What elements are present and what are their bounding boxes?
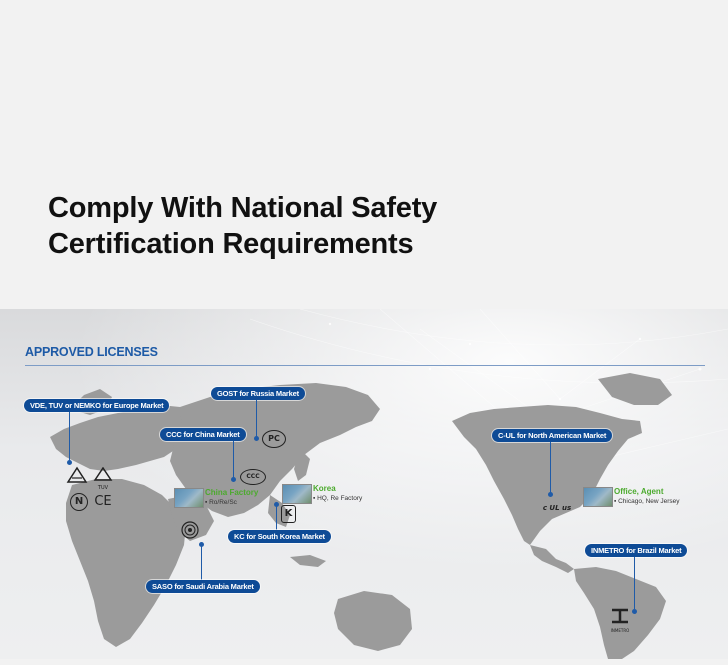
license-label-brazil: INMETRO for Brazil Market: [585, 544, 687, 557]
tuv-mark-icon: [92, 466, 114, 491]
connector-line-saudi: [201, 546, 202, 580]
page-title: [48, 190, 437, 262]
factory-photo-icon: [282, 484, 312, 504]
connector-line-china: [233, 441, 234, 479]
license-label-north-america: C-UL for North American Market: [492, 429, 612, 442]
header-section: [0, 0, 728, 309]
cul-mark-icon: c UL us: [542, 504, 572, 512]
saso-mark-icon: [181, 521, 199, 539]
connector-line-korea: [276, 506, 277, 530]
location-dot-brazil: [632, 609, 637, 614]
ce-mark-icon: CE: [94, 494, 112, 509]
korea-location-title: Korea: [313, 484, 336, 493]
section-divider: [25, 365, 705, 366]
approved-licenses-map: [0, 309, 728, 659]
license-label-europe: VDE, TUV or NEMKO for Europe Market: [24, 399, 169, 412]
location-dot-north-america: [548, 492, 553, 497]
page-title-line-1: Comply With National Safety: [48, 192, 438, 224]
factory-photo-icon: [583, 487, 613, 507]
china-factory-title: China Factory: [205, 488, 259, 497]
inmetro-mark-icon: [608, 608, 632, 633]
ccc-mark-icon: CCC: [240, 469, 266, 485]
factory-photo-icon: [174, 488, 204, 508]
office-location-subtitle: ▪ Chicago, New Jersey: [614, 498, 680, 505]
connector-line-russia: [256, 400, 257, 438]
location-dot-russia: [254, 436, 259, 441]
footer-strip: [0, 659, 728, 665]
license-label-russia: GOST for Russia Market: [211, 387, 305, 400]
gost-mark-icon: PC: [262, 430, 286, 448]
license-label-china: CCC for China Market: [160, 428, 246, 441]
section-title: APPROVED LICENSES: [25, 345, 158, 359]
nemko-mark-icon: N: [70, 493, 88, 511]
connector-line-europe: [69, 412, 70, 462]
location-dot-europe: [67, 460, 72, 465]
inmetro-mark-label: INMETRO: [610, 628, 630, 633]
korea-location-subtitle: ▪ HQ, Re Factory: [313, 495, 363, 502]
china-factory-subtitle: ▪ Ro/Re/Sc: [205, 499, 237, 506]
location-dot-china: [231, 477, 236, 482]
office-location-title: Office, Agent: [614, 487, 664, 496]
license-label-korea: KC for South Korea Market: [228, 530, 331, 543]
kc-mark-icon: K: [281, 505, 296, 523]
tuv-mark-label: TUV: [97, 485, 109, 491]
license-label-saudi: SASO for Saudi Arabia Market: [146, 580, 260, 593]
page-title-line-2: Certification Requirements: [48, 228, 414, 260]
connector-line-brazil: [634, 557, 635, 609]
vde-mark-icon: [66, 466, 88, 484]
connector-line-north-america: [550, 442, 551, 494]
